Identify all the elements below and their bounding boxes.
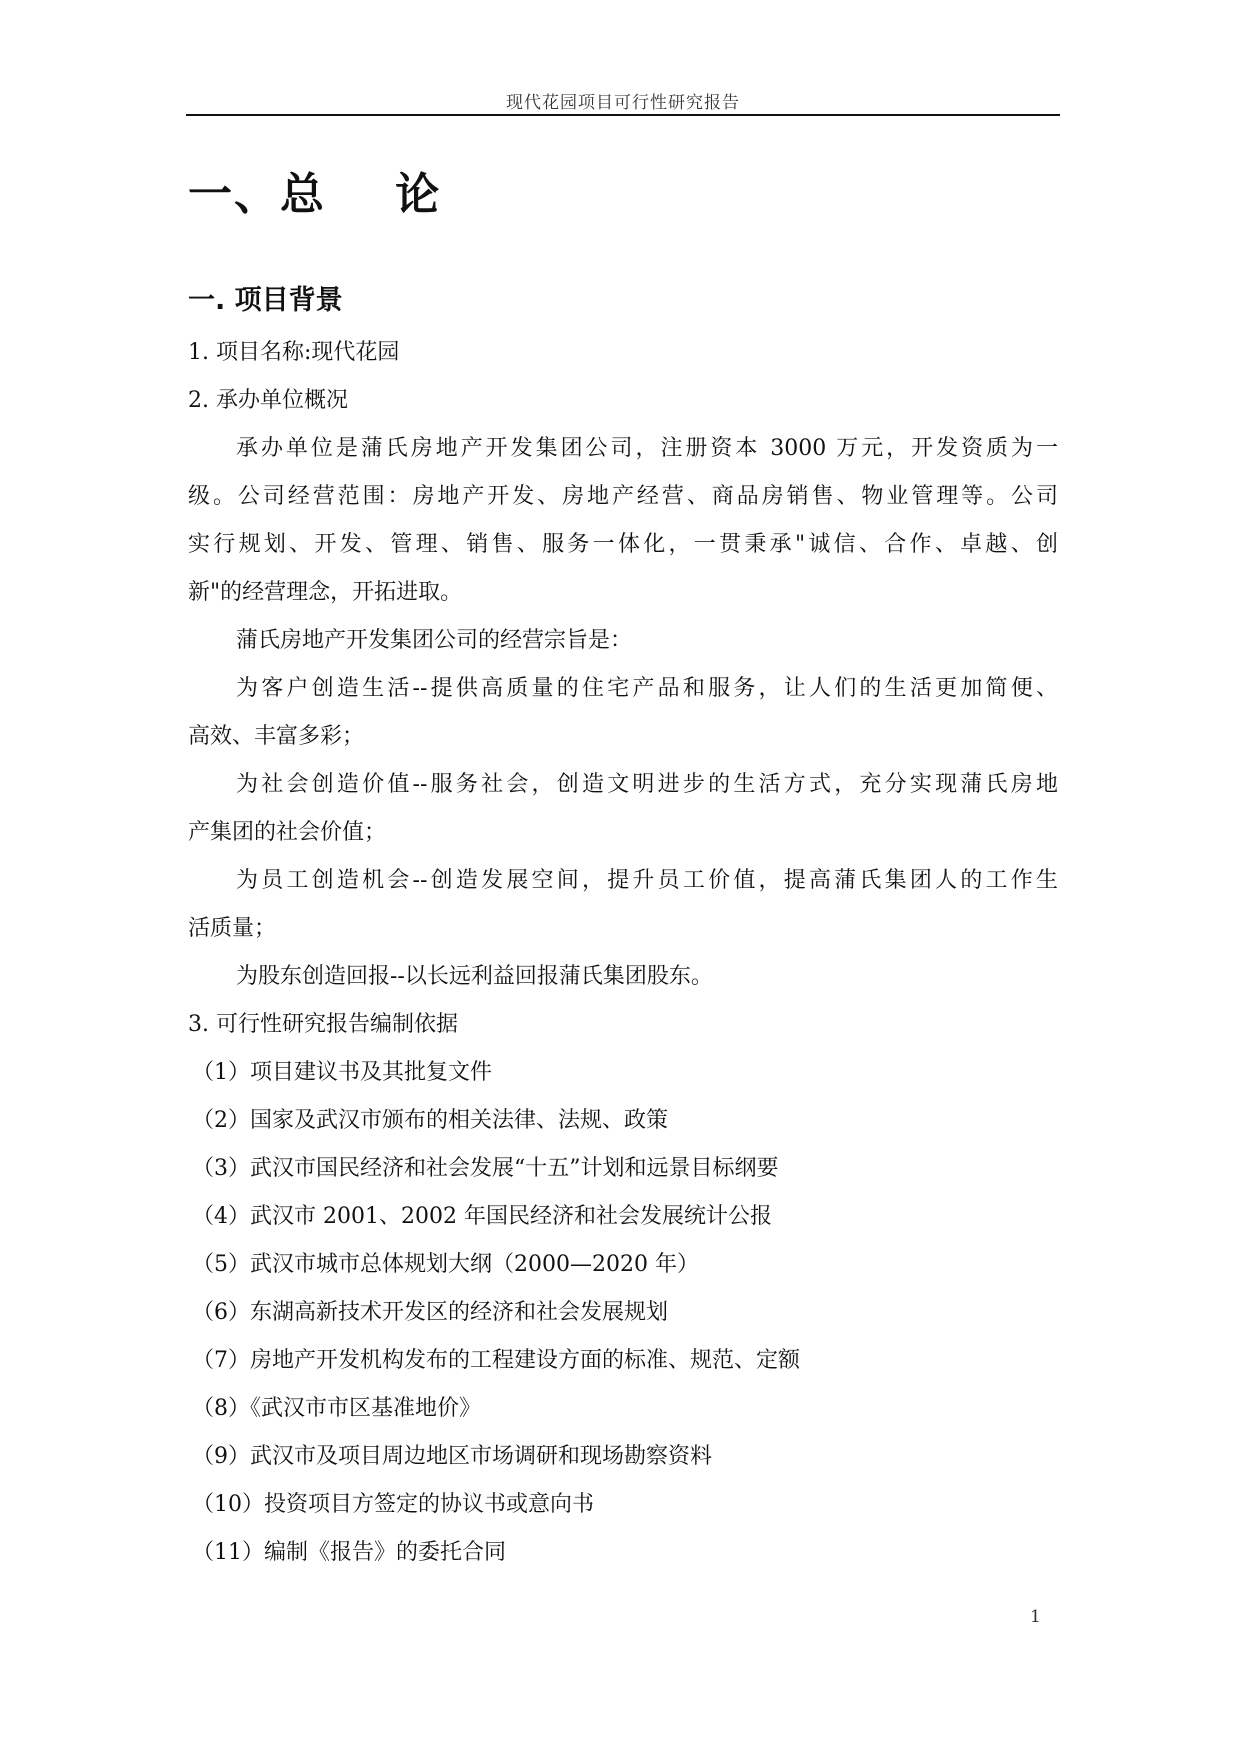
reference-item: （11）编制《报告》的委托合同 <box>192 1540 506 1565</box>
paragraph-line: 为股东创造回报--以长远利益回报蒲氏集团股东。 <box>236 964 713 989</box>
paragraph-line: 承办单位是蒲氏房地产开发集团公司，注册资本 3000 万元，开发资质为一 <box>236 436 1058 461</box>
section-title: 一. 项目背景 <box>188 285 343 316</box>
reference-item: （4）武汉市 2001、2002 年国民经济和社会发展统计公报 <box>192 1204 772 1229</box>
reference-item: （2）国家及武汉市颁布的相关法律、法规、政策 <box>192 1108 668 1133</box>
reference-item: （6）东湖高新技术开发区的经济和社会发展规划 <box>192 1300 668 1325</box>
reference-item: （9）武汉市及项目周边地区市场调研和现场勘察资料 <box>192 1444 712 1469</box>
paragraph-line: 产集团的社会价值； <box>188 820 387 845</box>
paragraph-line: 实行规划、开发、管理、销售、服务一体化，一贯秉承"诚信、合作、卓越、创 <box>188 532 1058 557</box>
paragraph-line: 为员工创造机会--创造发展空间，提升员工价值，提高蒲氏集团人的工作生 <box>236 868 1058 893</box>
chapter-title: 一、总 论 <box>188 169 442 220</box>
reference-item: （7）房地产开发机构发布的工程建设方面的标准、规范、定额 <box>192 1348 800 1373</box>
paragraph-line: 活质量； <box>188 916 277 941</box>
item-project-name: 1. 项目名称:现代花园 <box>188 340 400 365</box>
reference-item: （5）武汉市城市总体规划大纲（2000—2020 年） <box>192 1252 699 1277</box>
paragraph-line: 级。公司经营范围：房地产开发、房地产经营、商品房销售、物业管理等。公司 <box>188 484 1058 509</box>
reference-item: （1）项目建议书及其批复文件 <box>192 1060 492 1085</box>
paragraph-line: 蒲氏房地产开发集团公司的经营宗旨是： <box>236 628 633 653</box>
item-basis: 3. 可行性研究报告编制依据 <box>188 1012 458 1037</box>
running-header: 现代花园项目可行性研究报告 <box>506 93 740 113</box>
reference-item: （10）投资项目方签定的协议书或意向书 <box>192 1492 594 1517</box>
item-organizer-overview: 2. 承办单位概况 <box>188 388 348 413</box>
paragraph-line: 新"的经营理念，开拓进取。 <box>188 580 463 605</box>
reference-item: （3）武汉市国民经济和社会发展“十五”计划和远景目标纲要 <box>192 1156 779 1181</box>
paragraph-line: 为客户创造生活--提供高质量的住宅产品和服务，让人们的生活更加简便、 <box>236 676 1058 701</box>
paragraph-line: 为社会创造价值--服务社会，创造文明进步的生活方式，充分实现蒲氏房地 <box>236 772 1058 797</box>
header-rule <box>186 114 1060 116</box>
paragraph-line: 高效、丰富多彩； <box>188 724 365 749</box>
page-number: 1 <box>1030 1607 1041 1627</box>
reference-item: （8）《武汉市市区基准地价》 <box>192 1396 481 1421</box>
